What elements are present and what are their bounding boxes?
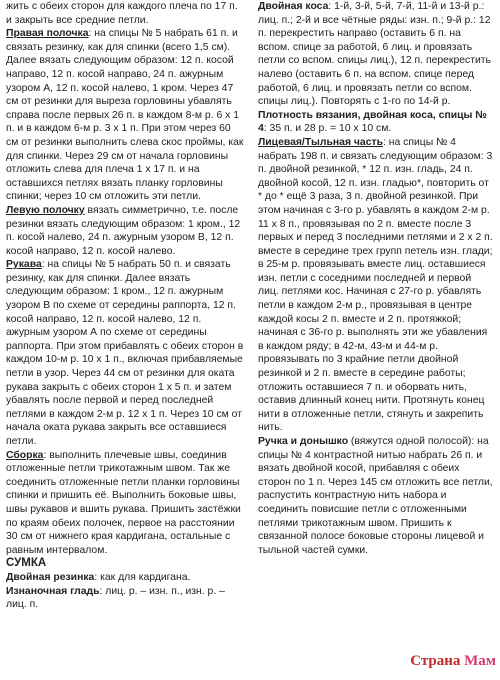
right-column: [258, 0, 494, 557]
density-paragraph: [258, 109, 494, 136]
assembly-paragraph: [6, 449, 245, 558]
purl-paragraph: [6, 585, 245, 612]
intro-paragraph: [6, 0, 245, 27]
front-back-label: Лицевая/Тыльная часть: [258, 136, 383, 148]
right-front-text: : на спицы № 5 набрать 61 п. и связать резинку, как для спинки (всего 1,5 см). Далее вязать следующим образом: 12 п. косой направо, 12 п. косой направо, 24 п. ажурным узором А, 12 п. косой налево, 1 кром. Через 47 см от резинки для выреза горловины убавлять справа после первых 26 п. в каждом 8-м р. 6 х 1 п. и в каждом 6-м р. 3 х 1 п. При этом через 60 см от резинки выполнить слева скос проймы, как для спинки. Через 29 см от начала горловины отложить слева для плеча 1 х 17 п. и на оставшихся петлях вязать планку горловины спинки; через 10 см отложить эти петли.: [6, 28, 244, 203]
handle-label: Ручка и донышко: [258, 436, 349, 447]
sleeve-label: Рукава: [6, 259, 42, 271]
assembly-text: : выполнить плечевые швы, соединив отложенные петли трикотажным швом. Так же соединить отложенные петли планки горловины спинки и пришить её. Выполнить боковые швы, швы рукавов и вшить рукава. Пришить застёжки по краям обеих полочек, первое на расстоянии 30 см от нижнего края кардигана, остальные с равным интервалом.: [6, 449, 241, 556]
density-label: Плотность вязания, двойная коса, спицы № 4: [258, 109, 487, 135]
bag-heading: СУМКА: [6, 557, 47, 570]
purl-label: Изнаночная гладь: [6, 585, 100, 597]
sleeve-text: : на спицы № 5 набрать 50 п. и связать резинку, как для спинки. Далее вязать следующим образом: 1 кром., 12 п. ажурным узором В по схеме от середины раппорта, 12 п. косой направо, 12 п. косой налево, 12 п. ажурным узором А по схеме от середины раппорта. При этом прибавлять с обеих сторон в каждом 10-м р. 10 х 1 п., включая прибавляемые петли в узор. Через 44 см от резинки для оката рукава закрыть с обеих сторон 1 х 5 п. и затем убавлять после первой и перед последней петлями в каждом 2-м р. 12 х 1 п. Через 10 см от начала оката рукава закрыть все оставшиеся петли.: [6, 259, 244, 447]
double-rib-paragraph: [6, 571, 245, 585]
left-front-text: вязать симметрично, т.е. после резинки вязать следующим образом: 1 кром., 12 п. косой налево, 24 п. ажурным узором В, 12 п. косой направо, 12 п. косой налево.: [6, 204, 241, 257]
logo-prefix: Страна: [410, 653, 461, 669]
handle-sub: (вяжутся одной полосой): [348, 436, 472, 447]
assembly-label: Сборка: [6, 449, 44, 461]
front-back-text: : на спицы № 4 набрать 198 п. и связать следующим образом: 3 п. двойной резинкой, * 12 п. изн. гладь, 24 п. двойной косой, 12 п. изн. гладью*, повторить от * до * ещё 3 раза, 3 п. двойной резинкой. При этом начиная с 3-го р. убавлять в каждом 2-м р. 11 х 8 п., провязывая по 2 п. вместе после 3 первых и перед 3 последними петлями и 2 х 2 п. вместе в середине трех групп петель изн. глади; в 25-м р. провязывать вместе лиц. оставшиеся изн. петли с соседними последней и первой лиц. петлями кос. Начиная с 27-го р. убавлять петли в каждом 2-м р., провязывая в центре каждой косы 2 п. вместе и 2 п. протяжкой; начиная с 36-го р. выполнять эти же убавления в каждом ряду; в 42-м, 43-м и 44-м р. провязывать по 3 крайние петли двойной резинкой и 2 п. вместе в середине работы; отложить оставшиеся 7 п. и оборвать нить, оставив длинный конец нити. Протянуть конец нити в отложенные петли, стянуть и закрепить нить.: [258, 136, 493, 434]
right-front-paragraph: [6, 27, 245, 204]
density-text: : 35 п. и 28 р. = 10 х 10 см.: [263, 123, 392, 135]
left-front-paragraph: [6, 204, 245, 258]
double-rib-label: Двойная резинка: [6, 571, 95, 583]
handle-paragraph: [258, 435, 494, 557]
logo-suffix: Мам: [464, 653, 496, 669]
double-rib-text: : как для кардигана.: [94, 571, 191, 583]
sleeve-paragraph: [6, 258, 245, 448]
left-column: [6, 0, 245, 612]
cable-label: Двойная коса: [258, 1, 329, 12]
right-front-label: Правая полочка: [6, 28, 89, 40]
handle-text: : на спицы № 4 контрастной нитью набрать 26 п. и вязать двойной косой, прибавляя с обеих сторон по 1 п. Через 145 см отложить все петли, распустить контрастную нить набора и соединить повисшие петли с отложенными петлями трикотажным швом. Пришить к связанной полосе боковые стороны лицевой и тыльной частей сумки.: [258, 436, 493, 556]
left-front-label: Левую полочку: [6, 204, 85, 216]
cable-paragraph: [258, 0, 494, 109]
site-logo: [410, 653, 496, 670]
purl-text: : лиц. р. – изн. п., изн. р. – лиц. п.: [6, 585, 225, 611]
cable-text: : 1-й, 3-й, 5-й, 7-й, 11-й и 13-й р.: лиц. п.; 2-й и все чётные ряды: изн. п.; 9-й р.: 12 п. перекрестить направо (оставить 6 п. на вспом. спице за работой, 6 лиц. и провязать петли со вспом. спицы лиц.), 12 п. перекрестить налево (оставить 6 п. на вспом. спице перед работой, 6 лиц. и провязать петли со вспом. спицы лиц.). Повторять с 1-го по 14-й р.: [258, 1, 491, 108]
intro-text: жить с обеих сторон для каждого плеча по 17 п. и закрыть все средние петли.: [6, 1, 238, 26]
front-back-paragraph: [258, 136, 494, 435]
